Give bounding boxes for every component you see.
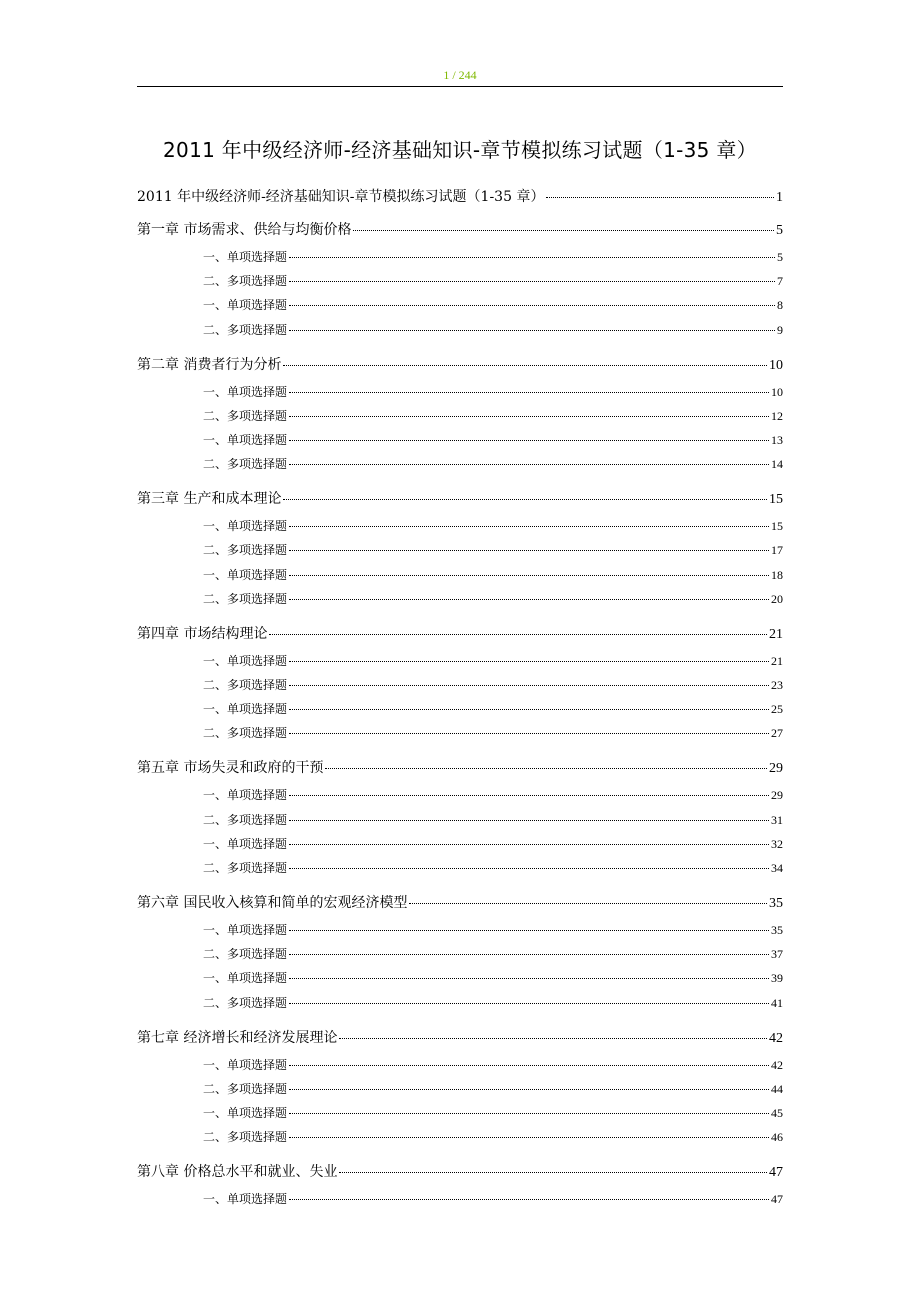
toc-entry-label: 一、单项选择题 <box>203 788 288 803</box>
toc-dot-leader <box>289 868 769 869</box>
toc-page-number: 35 <box>769 896 783 911</box>
toc-subsection-entry[interactable] <box>203 1128 783 1145</box>
toc-subsection-entry[interactable] <box>203 248 783 265</box>
toc-page-number: 7 <box>777 274 783 289</box>
toc-subsection-entry[interactable] <box>203 835 783 852</box>
toc-entry-label: 第五章 市场失灵和政府的干预 <box>137 760 324 777</box>
toc-subsection-entry[interactable] <box>203 383 783 400</box>
toc-subsection-entry[interactable] <box>203 786 783 803</box>
toc-page-number: 9 <box>777 322 783 337</box>
toc-subsection-entry[interactable] <box>203 541 783 558</box>
toc-entry-label: 二、多项选择题 <box>203 591 288 606</box>
toc-dot-leader <box>289 526 769 527</box>
toc-page-number: 1 <box>776 190 783 205</box>
toc-subsection-entry[interactable] <box>203 945 783 962</box>
toc-dot-leader <box>289 305 775 306</box>
toc-page-number: 39 <box>771 971 783 986</box>
toc-page-number: 47 <box>769 1165 783 1181</box>
toc-dot-leader <box>289 281 775 282</box>
toc-dot-leader <box>289 844 769 845</box>
toc-entry-label: 一、单项选择题 <box>203 433 288 447</box>
toc-page-number: 17 <box>771 543 783 558</box>
toc-entry-label: 二、多项选择题 <box>203 726 288 741</box>
toc-subsection-entry[interactable] <box>203 1190 783 1207</box>
toc-page-number: 10 <box>771 384 783 399</box>
page-number: 1 / 244 <box>443 68 477 82</box>
toc-subsection-entry[interactable] <box>203 272 783 289</box>
toc-dot-leader <box>289 330 775 331</box>
toc-entry-label: 一、单项选择题 <box>203 250 288 264</box>
header-rule <box>137 86 783 87</box>
toc-chapter-entry[interactable] <box>137 892 783 912</box>
toc-page-number: 25 <box>771 702 783 717</box>
toc-entry-label: 二、多项选择题 <box>203 543 288 558</box>
toc-page-number: 8 <box>777 298 783 313</box>
toc-page-number: 21 <box>769 626 783 642</box>
toc-dot-leader <box>289 440 769 441</box>
toc-entry-label: 一、单项选择题 <box>203 836 288 851</box>
toc-subsection-entry[interactable] <box>203 969 783 986</box>
toc-dot-leader <box>283 365 767 366</box>
toc-dot-leader <box>289 795 769 796</box>
toc-subsection-entry[interactable] <box>203 407 783 424</box>
toc-page-number: 13 <box>771 433 783 447</box>
toc-entry-label: 二、多项选择题 <box>203 995 288 1010</box>
toc-dot-leader <box>289 550 769 551</box>
toc-subsection-entry[interactable] <box>203 811 783 828</box>
toc-dot-leader <box>289 661 769 662</box>
toc-dot-leader <box>289 1113 769 1114</box>
toc-entry-label: 2011 年中级经济师-经济基础知识-章节模拟练习试题（1-35 章） <box>137 189 545 205</box>
toc-page-number: 29 <box>771 788 783 803</box>
toc-page-number: 37 <box>771 947 783 962</box>
toc-entry-label: 第六章 国民收入核算和简单的宏观经济模型 <box>137 895 408 911</box>
toc-dot-leader <box>283 499 767 500</box>
toc-page-number: 10 <box>769 357 783 373</box>
toc-page-number: 42 <box>769 1030 783 1046</box>
toc-entry-label: 二、多项选择题 <box>203 274 288 289</box>
toc-entry-label: 一、单项选择题 <box>203 923 288 937</box>
toc-subsection-entry[interactable] <box>203 566 783 583</box>
toc-entry-label: 一、单项选择题 <box>203 384 288 399</box>
toc-dot-leader <box>289 930 769 931</box>
toc-page-number: 5 <box>777 250 783 264</box>
toc-chapter-entry[interactable] <box>137 354 783 374</box>
toc-subsection-entry[interactable] <box>203 652 783 669</box>
toc-page-number: 21 <box>771 653 783 668</box>
toc-chapter-entry[interactable] <box>137 219 783 239</box>
toc-dot-leader <box>289 257 775 258</box>
toc-entry-label: 一、单项选择题 <box>203 1192 288 1207</box>
toc-page-number: 29 <box>769 761 783 777</box>
toc-entry-label: 一、单项选择题 <box>203 1106 288 1120</box>
toc-page-number: 32 <box>771 836 783 851</box>
toc-dot-leader <box>289 416 769 417</box>
toc-subsection-entry[interactable] <box>203 724 783 741</box>
toc-subsection-entry[interactable] <box>203 1080 783 1097</box>
toc-page-number: 15 <box>769 492 783 508</box>
toc-entry-label: 二、多项选择题 <box>203 1081 288 1096</box>
toc-entry-label: 二、多项选择题 <box>203 947 288 962</box>
toc-entry-label: 一、单项选择题 <box>203 567 288 582</box>
toc-chapter-entry[interactable] <box>137 757 783 777</box>
toc-dot-leader <box>289 575 769 576</box>
toc-subsection-entry[interactable] <box>203 455 783 472</box>
toc-entry-label: 二、多项选择题 <box>203 812 288 827</box>
toc-subsection-entry[interactable] <box>203 676 783 693</box>
toc-chapter-entry[interactable] <box>137 623 783 643</box>
toc-subsection-entry[interactable] <box>203 921 783 938</box>
toc-entry-label: 二、多项选择题 <box>203 678 288 692</box>
toc-subsection-entry[interactable] <box>203 700 783 717</box>
toc-dot-leader <box>289 392 769 393</box>
toc-subsection-entry[interactable] <box>203 590 783 607</box>
toc-entry-label: 一、单项选择题 <box>203 971 288 986</box>
toc-entry-label: 二、多项选择题 <box>203 861 288 875</box>
toc-dot-leader <box>289 599 769 600</box>
toc-page-number: 44 <box>771 1081 783 1096</box>
toc-dot-leader <box>546 197 774 198</box>
toc-subsection-entry[interactable] <box>203 1056 783 1073</box>
toc-subsection-entry[interactable] <box>203 994 783 1011</box>
toc-dot-leader <box>353 230 774 231</box>
toc-dot-leader <box>339 1172 767 1173</box>
toc-dot-leader <box>409 903 767 904</box>
toc-title-entry[interactable] <box>137 186 783 206</box>
toc-entry-label: 第七章 经济增长和经济发展理论 <box>137 1029 338 1046</box>
toc-dot-leader <box>289 685 769 686</box>
toc-dot-leader <box>289 978 769 979</box>
toc-dot-leader <box>289 954 769 955</box>
toc-page-number: 41 <box>771 995 783 1010</box>
toc-subsection-entry[interactable] <box>203 431 783 448</box>
toc-page-number: 47 <box>771 1192 783 1207</box>
toc-page-number: 45 <box>771 1106 783 1120</box>
toc-page-number: 20 <box>771 591 783 606</box>
toc-dot-leader <box>289 464 769 465</box>
toc-page-number: 14 <box>771 457 783 472</box>
toc-dot-leader <box>269 634 767 635</box>
toc-entry-label: 一、单项选择题 <box>203 702 288 717</box>
toc-entry-label: 一、单项选择题 <box>203 298 288 313</box>
toc-entry-label: 第二章 消费者行为分析 <box>137 356 282 373</box>
toc-subsection-entry[interactable] <box>203 1104 783 1121</box>
toc-subsection-entry[interactable] <box>203 859 783 876</box>
toc-page-number: 35 <box>771 923 783 937</box>
toc-dot-leader <box>325 768 767 769</box>
toc-entry-label: 一、单项选择题 <box>203 1057 288 1072</box>
toc-chapter-entry[interactable] <box>137 1161 783 1181</box>
toc-entry-label: 一、单项选择题 <box>203 519 288 534</box>
toc-dot-leader <box>289 1137 769 1138</box>
toc-entry-label: 一、单项选择题 <box>203 653 288 668</box>
toc-entry-label: 第三章 生产和成本理论 <box>137 491 282 508</box>
toc-subsection-entry[interactable] <box>203 296 783 313</box>
toc-dot-leader <box>289 1199 769 1200</box>
toc-page-number: 18 <box>771 567 783 582</box>
toc-dot-leader <box>289 1065 769 1066</box>
toc-chapter-entry[interactable] <box>137 488 783 508</box>
toc-subsection-entry[interactable] <box>203 517 783 534</box>
toc-page-number: 5 <box>776 223 783 238</box>
toc-entry-label: 二、多项选择题 <box>203 408 288 423</box>
toc-page-number: 23 <box>771 678 783 692</box>
toc-dot-leader <box>289 733 769 734</box>
toc-page-number: 42 <box>771 1057 783 1072</box>
toc-page-number: 27 <box>771 726 783 741</box>
toc-page-number: 31 <box>771 812 783 827</box>
toc-subsection-entry[interactable] <box>203 321 783 338</box>
toc-chapter-entry[interactable] <box>137 1027 783 1047</box>
toc-page-number: 15 <box>771 519 783 534</box>
toc-dot-leader <box>289 1003 769 1004</box>
toc-dot-leader <box>289 1089 769 1090</box>
toc-entry-label: 第四章 市场结构理论 <box>137 625 268 642</box>
toc-dot-leader <box>289 820 769 821</box>
document-title: 2011 年中级经济师-经济基础知识-章节模拟练习试题（1-35 章） <box>163 138 757 162</box>
toc-page-number: 34 <box>771 861 783 875</box>
toc-entry-label: 二、多项选择题 <box>203 457 288 472</box>
toc-entry-label: 第八章 价格总水平和就业、失业 <box>137 1164 338 1181</box>
toc-entry-label: 二、多项选择题 <box>203 322 288 337</box>
toc-dot-leader <box>289 709 769 710</box>
toc-page-number: 12 <box>771 408 783 423</box>
toc-entry-label: 二、多项选择题 <box>203 1130 288 1145</box>
toc-page-number: 46 <box>771 1130 783 1145</box>
toc-dot-leader <box>339 1038 767 1039</box>
toc-entry-label: 第一章 市场需求、供给与均衡价格 <box>137 222 352 238</box>
